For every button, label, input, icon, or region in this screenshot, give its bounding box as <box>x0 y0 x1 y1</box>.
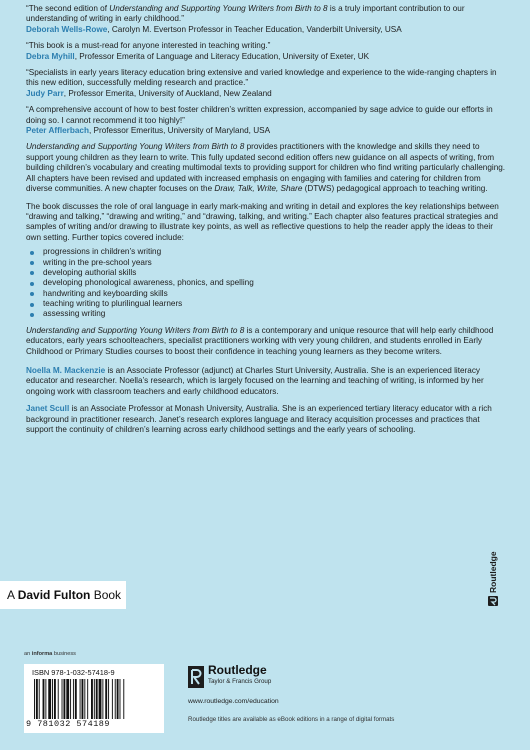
barcode-bar <box>58 679 59 719</box>
barcode-bar <box>34 679 35 719</box>
blurb: “The second edition of Understanding and Supporting Young Writers from Birth to 8 is a truly important contribution to our understanding of writing in early childhood.” Deborah Wells-Rowe, Carolyn M. Evertson Professor in Teacher Education, Vanderbilt University, USA <box>26 4 465 34</box>
endorser-name: Judy Parr <box>26 88 64 98</box>
ebook-note: Routledge titles are available as eBook editions in a range of digital formats <box>188 716 395 723</box>
barcode-bar <box>87 679 88 719</box>
endorser-affiliation: , Professor Emerita of Language and Literacy Education, University of Exeter, UK <box>74 51 370 61</box>
author-name: Janet Scull <box>26 404 70 414</box>
description-paragraph: Understanding and Supporting Young Writers from Birth to 8 is a contemporary and unique resource that will help early childhood educators, early years schoolteachers, specialist practitioners working with very young children, and students enrolled in Early Childhood or Primary Studies courses to boost their confidence in teaching young learners as they become writers. <box>26 325 494 356</box>
endorser-name: Debra Myhill <box>26 51 75 61</box>
barcode-bar <box>115 679 116 719</box>
barcode-bar <box>54 679 56 719</box>
barcode-bar <box>80 679 81 719</box>
author-name: Noella M. Mackenzie <box>26 366 106 376</box>
routledge-logo-icon <box>188 666 204 688</box>
isbn-barcode <box>24 664 164 733</box>
barcode-bar <box>123 679 124 719</box>
barcode-bar <box>62 679 63 719</box>
barcode-bar <box>73 679 74 719</box>
barcode-bar <box>105 679 107 719</box>
barcode-bars <box>34 679 156 719</box>
barcode-bar <box>96 679 98 719</box>
description-paragraph: The book discusses the role of oral language in early mark-making and writing in detail and explores the key relationships between “drawing and talking,” “drawing and writing,” and “drawing, talking, and writing.” Each chapter also features practical strategies and samples of writing and/or drawing to illustrate key points, as well as reflective questions to help the reader apply the ideas to their own setting. Further topics covered include: <box>26 201 499 242</box>
blurb: “Specialists in early years literacy education bring extensive and varied knowledge and experience to the wide-ranging chapters in this new edition, successfully melding research and practice.” Judy Parr, Professor Emerita, University of Auckland, New Zealand <box>26 68 497 98</box>
informa-line: an informa business <box>24 651 76 657</box>
routledge-vertical-logo <box>485 548 501 608</box>
barcode-bar <box>70 679 71 719</box>
endorser-affiliation: , Carolyn M. Evertson Professor in Teacher Education, Vanderbilt University, USA <box>107 24 402 34</box>
barcode-bar <box>43 679 45 719</box>
barcode-bar <box>66 679 69 719</box>
barcode-bar <box>75 679 77 719</box>
barcode-bar <box>108 679 109 719</box>
barcode-bar <box>63 679 65 719</box>
list-item: teaching writing to plurilingual learners <box>26 299 508 309</box>
list-item: developing phonological awareness, phonics, and spelling <box>26 278 508 288</box>
barcode-bar <box>82 679 84 719</box>
list-item: writing in the pre-school years <box>26 258 508 268</box>
list-item: assessing writing <box>26 309 508 319</box>
barcode-bar <box>36 679 38 719</box>
book-title: Understanding and Supporting Young Writers from Birth to 8 <box>26 325 245 335</box>
list-item: progressions in children’s writing <box>26 247 508 257</box>
author-bio: Janet Scull is an Associate Professor at Monash University, Australia. She is an experienced tertiary literacy educator with a rich background in practitioner research. Janet’s research explores language and literacy acquisition processes and practices that support the continuity of children’s learning across early childhood settings and the early years of schooling. <box>26 404 492 435</box>
endorser-affiliation: , Professor Emeritus, University of Maryland, USA <box>88 126 271 136</box>
barcode-bar <box>48 679 51 719</box>
list-item: handwriting and keyboarding skills <box>26 289 508 299</box>
barcode-bar <box>117 679 119 719</box>
barcode-digits: 9 781032 574189 <box>26 719 111 729</box>
barcode-bar <box>112 679 113 719</box>
barcode-bar <box>84 679 85 719</box>
imprint-label: A David Fulton Book <box>7 588 122 602</box>
publisher-url[interactable]: www.routledge.com/education <box>188 698 279 705</box>
barcode-bar <box>94 679 95 719</box>
barcode-bar <box>45 679 46 719</box>
blurb: “A comprehensive account of how to best foster children’s written expression, accompanied by sage advice to guide our efforts in doing so. I cannot recommend it too highly!” Peter Afflerbach, Professor Emeritus, University of Maryland, USA <box>26 105 493 136</box>
endorser-name: Peter Afflerbach <box>26 126 89 136</box>
isbn-text: ISBN 978-1-032-57418-9 <box>32 668 115 677</box>
cover-text <box>26 4 508 443</box>
routledge-vertical-text: Routledge <box>488 551 498 593</box>
publisher-name: Routledge <box>208 663 267 677</box>
barcode-bar <box>99 679 102 719</box>
author-bio: Noella M. Mackenzie is an Associate Professor (adjunct) at Charles Sturt University, Australia. She is an experienced literacy educator and researcher. Noella’s research, which is largely focused on the learning and teaching of writing, is informed by her ongoing work with classroom teachers and early childhood educators. <box>26 366 484 396</box>
endorser-name: Deborah Wells-Rowe <box>26 24 108 34</box>
barcode-bar <box>52 679 53 719</box>
endorser-affiliation: , Professor Emerita, University of Auckland, New Zealand <box>63 88 272 98</box>
barcode-bar <box>91 679 93 719</box>
barcode-bar <box>120 679 121 719</box>
topics-list <box>26 247 508 320</box>
description-paragraph: Understanding and Supporting Young Writers from Birth to 8 provides practitioners with the knowledge and skills they need to support young children as they learn to write. This fully updated second edition offers new guidance on all aspects of writing, from building children’s vocabulary and creating multimodal texts to providing support for children who find writing particularly challenging. All chapters have been revised and updated with increased emphasis on engaging with families and catering for children from diverse communities. A new chapter focuses on the Draw, Talk, Write, Share (DTWS) pedagogical approach to teaching writing. <box>26 142 506 194</box>
book-title: Understanding and Supporting Young Writers from Birth to 8 <box>26 142 245 152</box>
publisher-tagline: Taylor & Francis Group <box>208 678 272 685</box>
list-item: developing authorial skills <box>26 268 508 278</box>
barcode-bar <box>102 679 103 719</box>
imprint-banner <box>0 581 126 609</box>
barcode-bar <box>39 679 40 719</box>
blurb: “This book is a must-read for anyone interested in teaching writing.” Debra Myhill, Professor Emerita of Language and Literacy Education, University of Exeter, UK <box>26 41 370 61</box>
